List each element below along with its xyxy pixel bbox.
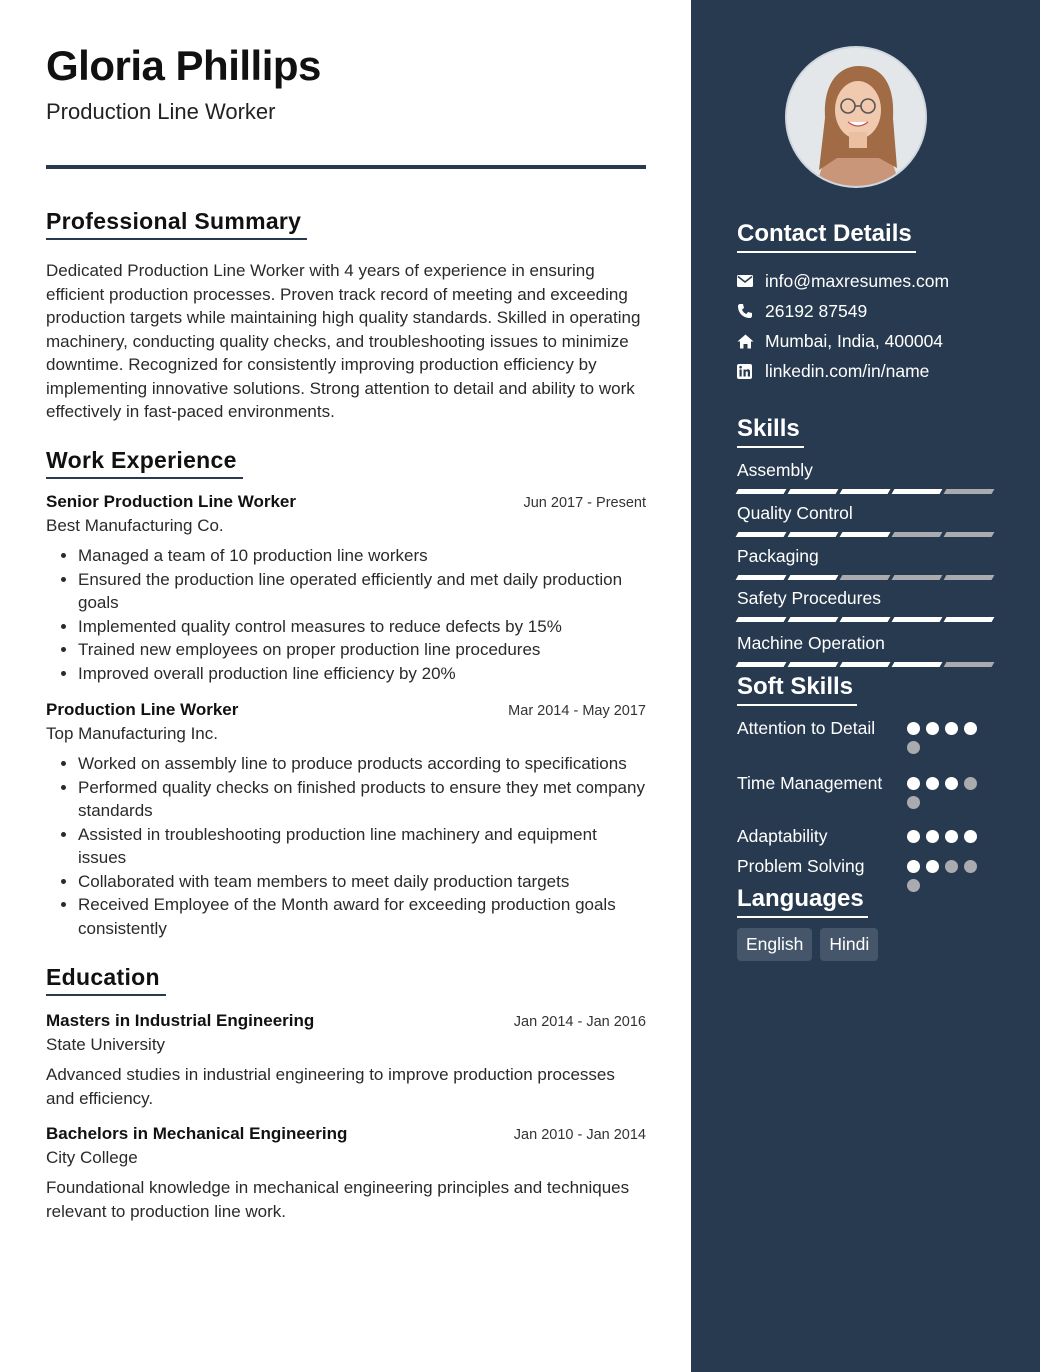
skill-segment-empty bbox=[892, 575, 943, 580]
rating-dot-filled bbox=[945, 722, 958, 735]
skill-segment-empty bbox=[944, 662, 995, 667]
list-item: • Managed a team of 10 production line workers bbox=[78, 544, 646, 568]
skill-level-bar bbox=[737, 617, 995, 622]
rating-dot-filled bbox=[926, 830, 939, 843]
list-item: • Worked on assembly line to produce products according to specifications bbox=[78, 752, 646, 776]
candidate-name: Gloria Phillips bbox=[46, 42, 321, 89]
rating-dot-filled bbox=[926, 777, 939, 790]
soft-skill-dots bbox=[907, 860, 987, 892]
job-role: Senior Production Line Worker bbox=[46, 492, 296, 511]
languages-heading: Languages bbox=[737, 885, 868, 918]
skill-segment-filled bbox=[788, 575, 839, 580]
rating-dot-empty bbox=[964, 860, 977, 873]
skill-segment-empty bbox=[944, 489, 995, 494]
phone-icon bbox=[737, 303, 765, 319]
school-name: State University bbox=[46, 1035, 166, 1054]
soft-skill-name: Adaptability bbox=[737, 826, 828, 846]
education-description: Foundational knowledge in mechanical engineering principles and techniques relevant to production line work. bbox=[46, 1178, 630, 1221]
rating-dot-empty bbox=[907, 879, 920, 892]
education-description: Advanced studies in industrial engineering to improve production processes and efficiency. bbox=[46, 1065, 615, 1108]
list-item: • Assisted in troubleshooting production line machinery and equipment issues bbox=[78, 823, 646, 870]
skill-segment-filled bbox=[736, 489, 787, 494]
rating-dot-empty bbox=[907, 741, 920, 754]
soft-skill-dots bbox=[907, 777, 987, 809]
rating-dot-filled bbox=[945, 777, 958, 790]
skill-item bbox=[737, 588, 995, 622]
skill-segment-empty bbox=[840, 575, 891, 580]
summary-heading: Professional Summary bbox=[46, 208, 307, 240]
skill-name: Packaging bbox=[737, 546, 819, 566]
contact-list bbox=[737, 266, 997, 386]
skill-segment-filled bbox=[892, 489, 943, 494]
degree-title: Bachelors in Mechanical Engineering bbox=[46, 1124, 348, 1143]
job-company: Best Manufacturing Co. bbox=[46, 516, 224, 535]
skill-name: Machine Operation bbox=[737, 633, 885, 653]
education-dates: Jan 2014 - Jan 2016 bbox=[513, 1014, 646, 1030]
skill-segment-filled bbox=[788, 662, 839, 667]
contact-linkedin-text: linkedin.com/in/name bbox=[765, 360, 930, 381]
skill-segment-filled bbox=[788, 532, 839, 537]
job-entry bbox=[46, 700, 646, 940]
education-heading: Education bbox=[46, 964, 166, 996]
rating-dot-filled bbox=[926, 722, 939, 735]
contact-email-text: info@maxresumes.com bbox=[765, 270, 950, 291]
language-tag: English bbox=[737, 928, 812, 961]
job-company: Top Manufacturing Inc. bbox=[46, 724, 218, 743]
skill-segment-filled bbox=[788, 617, 839, 622]
linkedin-icon bbox=[737, 364, 765, 379]
rating-dot-empty bbox=[964, 777, 977, 790]
skill-segment-empty bbox=[944, 532, 995, 537]
job-role: Production Line Worker bbox=[46, 700, 239, 719]
soft-skill-dots bbox=[907, 722, 987, 754]
job-dates: Mar 2014 - May 2017 bbox=[508, 703, 646, 719]
experience-heading: Work Experience bbox=[46, 447, 243, 479]
avatar-portrait-icon bbox=[787, 48, 927, 188]
home-icon bbox=[737, 334, 765, 349]
contact-heading: Contact Details bbox=[737, 220, 916, 253]
skill-item bbox=[737, 503, 995, 537]
candidate-title: Production Line Worker bbox=[46, 99, 276, 124]
soft-skills-heading: Soft Skills bbox=[737, 673, 857, 706]
skill-level-bar bbox=[737, 489, 995, 494]
skill-segment-filled bbox=[892, 617, 943, 622]
skill-item bbox=[737, 633, 995, 667]
soft-skill-name: Attention to Detail bbox=[737, 718, 876, 738]
skill-segment-filled bbox=[736, 662, 787, 667]
rating-dot-filled bbox=[926, 860, 939, 873]
skill-segment-filled bbox=[840, 662, 891, 667]
skill-segment-empty bbox=[892, 532, 943, 537]
contact-phone-text: 26192 87549 bbox=[765, 300, 868, 321]
soft-skill-dots bbox=[907, 830, 987, 843]
rating-dot-filled bbox=[907, 777, 920, 790]
skill-segment-filled bbox=[840, 617, 891, 622]
contact-linkedin[interactable] bbox=[737, 356, 997, 386]
job-bullets bbox=[46, 752, 646, 940]
skill-name: Quality Control bbox=[737, 503, 853, 523]
skill-level-bar bbox=[737, 575, 995, 580]
list-item: • Performed quality checks on finished products to ensure they met company standards bbox=[78, 776, 646, 823]
skill-item bbox=[737, 546, 995, 580]
skill-level-bar bbox=[737, 662, 995, 667]
skill-segment-filled bbox=[736, 575, 787, 580]
contact-email[interactable] bbox=[737, 266, 997, 296]
education-entry bbox=[46, 1011, 646, 1110]
envelope-icon bbox=[737, 275, 765, 287]
skill-level-bar bbox=[737, 532, 995, 537]
skill-segment-filled bbox=[944, 617, 995, 622]
skill-segment-filled bbox=[736, 532, 787, 537]
sidebar bbox=[691, 0, 1040, 1372]
summary-text: Dedicated Production Line Worker with 4 years of experience in ensuring efficient production processes. Proven track record of meeting and exceeding production targets while maintaining high quality standards. Skilled in operating machinery, conducting quality checks, and troubleshooting issues to minimize downtime. Recognized for consistently improving production efficiency by implementing innovative solutions. Strong attention to detail and ability to work effectively in fast-paced environments. bbox=[46, 261, 641, 421]
job-dates: Jun 2017 - Present bbox=[523, 495, 646, 511]
degree-title: Masters in Industrial Engineering bbox=[46, 1011, 315, 1030]
header-divider bbox=[46, 165, 646, 169]
language-tag: Hindi bbox=[820, 928, 878, 961]
soft-skill-name: Problem Solving bbox=[737, 856, 865, 876]
language-list bbox=[737, 928, 878, 961]
list-item: • Ensured the production line operated efficiently and met daily production goals bbox=[78, 568, 646, 615]
avatar bbox=[785, 46, 927, 188]
contact-address bbox=[737, 326, 997, 356]
skill-segment-filled bbox=[788, 489, 839, 494]
job-bullets bbox=[46, 544, 646, 685]
rating-dot-filled bbox=[964, 722, 977, 735]
soft-skill-name: Time Management bbox=[737, 773, 883, 793]
rating-dot-filled bbox=[945, 830, 958, 843]
rating-dot-filled bbox=[907, 860, 920, 873]
education-dates: Jan 2010 - Jan 2014 bbox=[513, 1127, 646, 1143]
skill-name: Safety Procedures bbox=[737, 588, 881, 608]
contact-address-text: Mumbai, India, 400004 bbox=[765, 330, 944, 351]
contact-phone[interactable] bbox=[737, 296, 997, 326]
list-item: • Implemented quality control measures to reduce defects by 15% bbox=[78, 615, 646, 639]
education-entry bbox=[46, 1124, 646, 1223]
skill-segment-filled bbox=[840, 532, 891, 537]
list-item: • Received Employee of the Month award for exceeding production goals consistently bbox=[78, 893, 646, 940]
rating-dot-empty bbox=[907, 796, 920, 809]
skill-segment-empty bbox=[944, 575, 995, 580]
rating-dot-filled bbox=[907, 722, 920, 735]
skill-segment-filled bbox=[892, 662, 943, 667]
skill-segment-filled bbox=[736, 617, 787, 622]
skill-name: Assembly bbox=[737, 460, 813, 480]
list-item: • Improved overall production line efficiency by 20% bbox=[78, 662, 646, 686]
list-item: • Trained new employees on proper production line procedures bbox=[78, 638, 646, 662]
school-name: City College bbox=[46, 1148, 138, 1167]
skills-heading: Skills bbox=[737, 415, 804, 448]
rating-dot-filled bbox=[964, 830, 977, 843]
list-item: • Collaborated with team members to meet daily production targets bbox=[78, 870, 646, 894]
skill-item bbox=[737, 460, 995, 494]
skill-segment-filled bbox=[840, 489, 891, 494]
rating-dot-empty bbox=[945, 860, 958, 873]
rating-dot-filled bbox=[907, 830, 920, 843]
job-entry bbox=[46, 492, 646, 685]
